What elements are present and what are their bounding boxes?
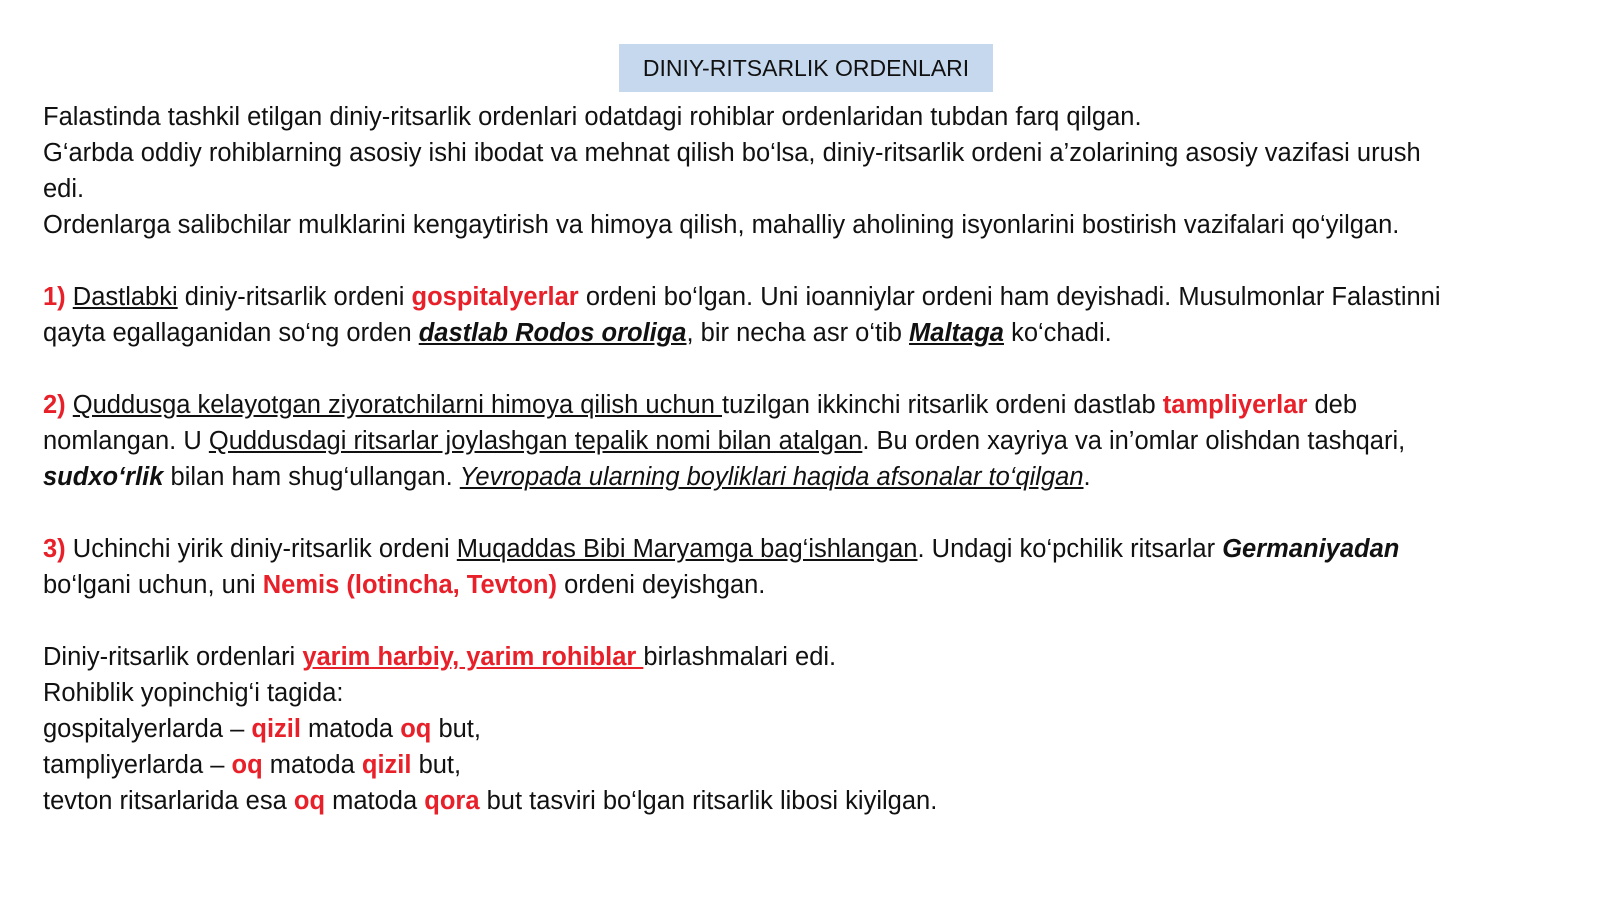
emphasis-text: Germaniyadan — [1222, 535, 1400, 563]
text: , bir necha asr o‘tib — [686, 319, 910, 347]
color-word: oq — [231, 751, 263, 779]
text: bilan ham shug‘ullangan. — [163, 463, 460, 491]
paragraph-1-line-2 — [43, 315, 1573, 351]
paragraph-2-line-1 — [43, 387, 1573, 423]
intro-line-4: Ordenlarga salibchilar mulklarini kengaytirish va himoya qilish, mahalliy aholining isyonlarini bostirish vazifalari qo‘yilgan. — [43, 211, 1400, 239]
text: qayta egallaganidan so‘ng orden — [43, 319, 419, 347]
text: tampliyerlarda – — [43, 751, 232, 779]
color-word: qizil — [361, 751, 412, 779]
text: ordeni bo‘lgan. Uni ioanniylar ordeni ham deyishadi. Musulmonlar Falastinni — [578, 283, 1441, 311]
underlined-text: Muqaddas Bibi Maryamga bag‘ishlangan — [456, 535, 918, 563]
paragraph-3-line-2 — [43, 567, 1573, 603]
color-word: qora — [424, 787, 480, 815]
text: matoda — [262, 751, 362, 779]
highlight-text: tampliyerlar — [1162, 391, 1308, 419]
text: but, — [411, 751, 462, 779]
text: ordeni deyishgan. — [557, 571, 766, 599]
paragraph-4-line-1 — [43, 639, 1573, 675]
text: birlashmalari edi. — [643, 643, 837, 671]
text: tevton ritsarlarida esa — [43, 787, 294, 815]
text: . Bu orden xayriya va in’omlar olishdan tashqari, — [862, 427, 1406, 455]
text: Uchinchi yirik diniy-ritsarlik ordeni — [65, 535, 457, 563]
paragraph-4-line-4 — [43, 747, 1573, 783]
paragraph-number: 1) — [43, 283, 66, 311]
color-word: oq — [293, 787, 326, 815]
text: matoda — [325, 787, 425, 815]
emphasis-text: dastlab Rodos oroliga — [418, 319, 687, 347]
text: bo‘lgani uchun, uni — [43, 571, 263, 599]
text: diniy-ritsarlik ordeni — [177, 283, 412, 311]
slide-title-text: DINIY-RITSARLIK ORDENLARI — [642, 54, 970, 81]
paragraph-3-line-1 — [43, 531, 1573, 567]
emphasis-text: sudxo‘rlik — [43, 463, 164, 491]
italic-underlined-text: Yevropada ularning boyliklari haqida afsonalar to‘qilgan — [459, 463, 1084, 491]
intro-line-2: G‘arbda oddiy rohiblarning asosiy ishi ibodat va mehnat qilish bo‘lsa, diniy-ritsarlik ordeni a’zolarining asosiy vazifasi urush — [43, 139, 1421, 167]
paragraph-1-line-1 — [43, 279, 1573, 315]
highlight-text: gospitalyerlar — [411, 283, 579, 311]
highlight-text: Nemis (lotincha, Tevton) — [262, 571, 557, 599]
underlined-text: Quddusdagi ritsarlar joylashgan tepalik nomi bilan atalgan — [208, 427, 863, 455]
paragraph-number: 3) — [43, 535, 66, 563]
intro-line-1: Falastinda tashkil etilgan diniy-ritsarlik ordenlari odatdagi rohiblar ordenlaridan tubdan farq qilgan. — [43, 103, 1142, 131]
underlined-text: Quddusga kelayotgan ziyoratchilarni himoya qilish uchun — [72, 391, 722, 419]
paragraph-4-line-2: Rohiblik yopinchig‘i tagida: — [43, 679, 344, 707]
underlined-text: Dastlabki — [72, 283, 178, 311]
text: Diniy-ritsarlik ordenlari — [43, 643, 303, 671]
text: tuzilgan ikkinchi ritsarlik ordeni dastlab — [722, 391, 1163, 419]
paragraph-4-line-5 — [43, 783, 1573, 819]
text: gospitalyerlarda – — [43, 715, 252, 743]
paragraph-number: 2) — [43, 391, 66, 419]
paragraph-2-line-3 — [43, 459, 1573, 495]
text: but, — [431, 715, 481, 743]
highlight-underlined-text: yarim harbiy, yarim rohiblar — [302, 643, 644, 671]
text: matoda — [300, 715, 401, 743]
paragraph-2-line-2 — [43, 423, 1573, 459]
intro-line-3: edi. — [43, 175, 85, 203]
text: . — [1083, 463, 1091, 491]
text: deb — [1307, 391, 1358, 419]
color-word: qizil — [251, 715, 301, 743]
text: ko‘chadi. — [1003, 319, 1112, 347]
slide-body — [43, 99, 1573, 819]
color-word: oq — [400, 715, 432, 743]
text: but tasviri bo‘lgan ritsarlik libosi kiyilgan. — [479, 787, 938, 815]
slide-title — [619, 44, 993, 92]
text: nomlangan. U — [43, 427, 209, 455]
emphasis-text: Maltaga — [909, 319, 1004, 347]
paragraph-4-line-3 — [43, 711, 1573, 747]
text: . Undagi ko‘pchilik ritsarlar — [917, 535, 1223, 563]
